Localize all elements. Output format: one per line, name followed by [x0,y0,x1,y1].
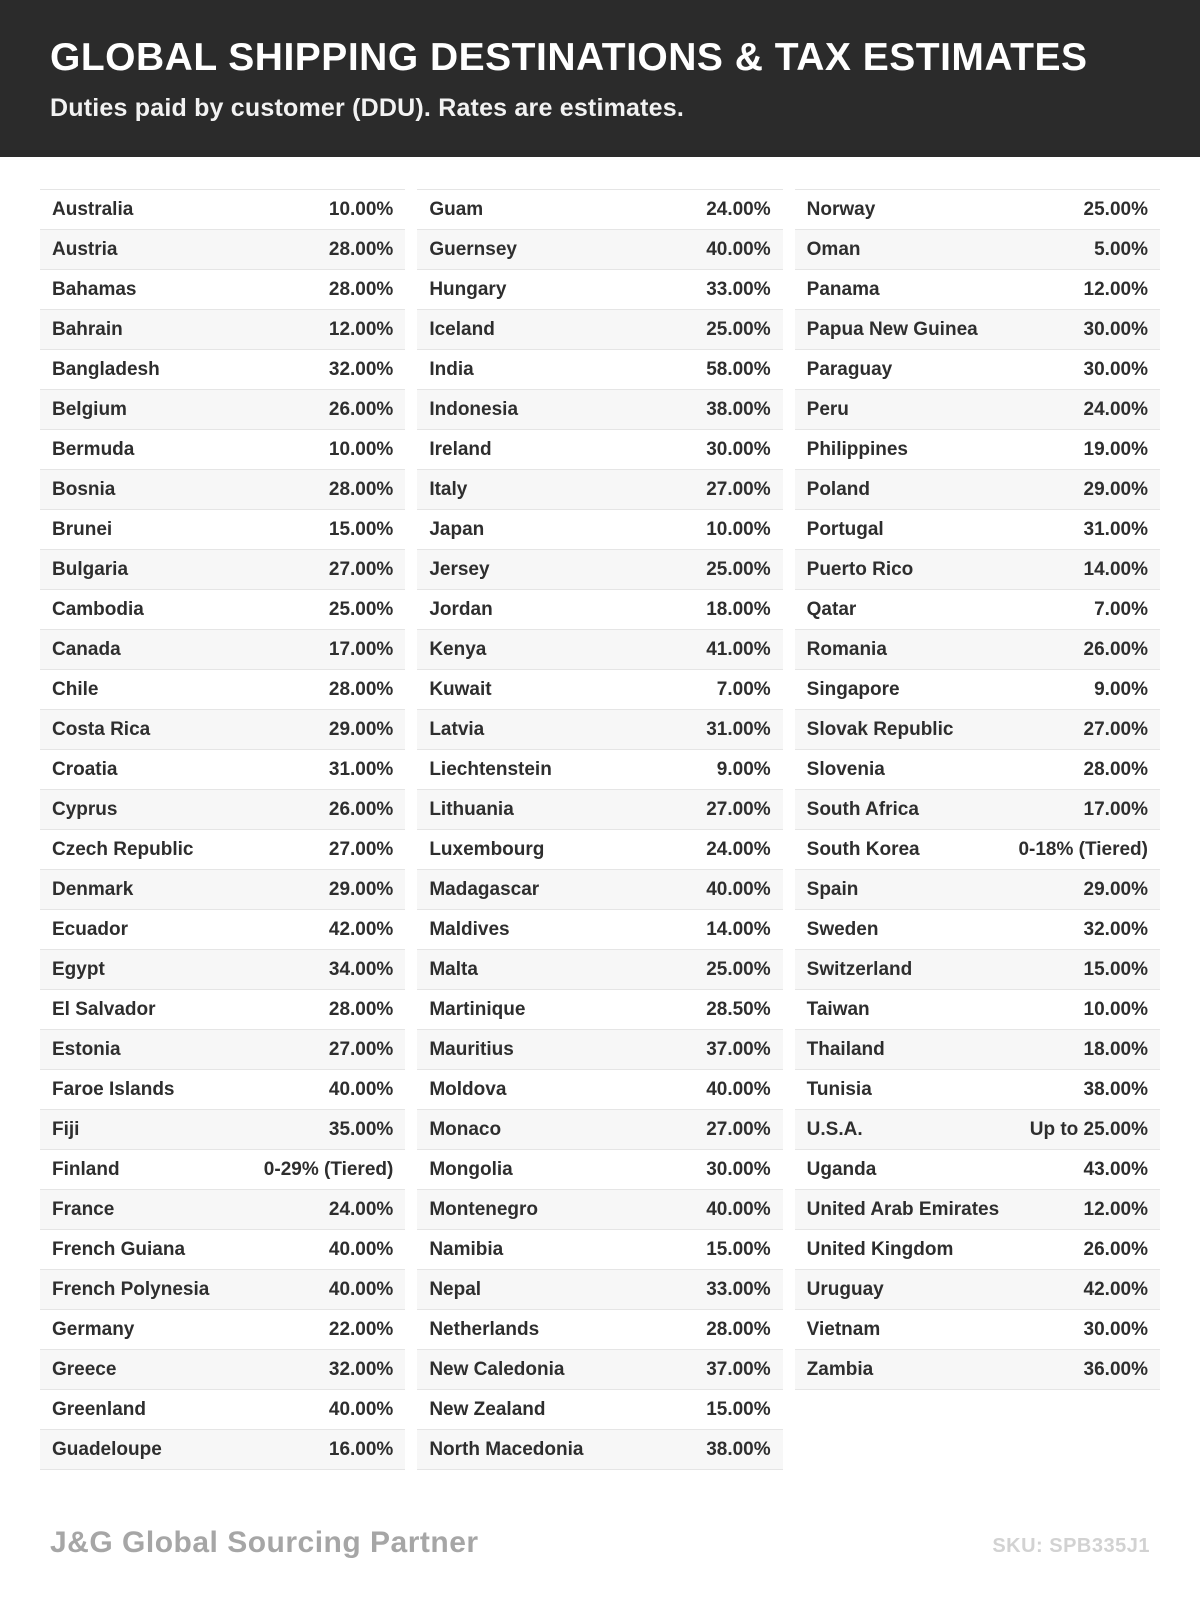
tax-rate: 38.00% [706,1439,771,1460]
country-name: Slovenia [806,759,885,780]
table-row [795,990,1160,1030]
tax-rate: 5.00% [1094,239,1148,260]
table-row [40,1190,405,1230]
country-name: Ireland [429,439,492,460]
tax-rate: 0-18% (Tiered) [1018,839,1148,860]
country-name: Greece [52,1359,117,1380]
table-row [795,190,1160,230]
tax-rate: 26.00% [328,399,394,420]
table-row [417,430,782,470]
table-row [40,390,405,430]
tax-rate: 29.00% [328,719,394,740]
table-row [417,510,782,550]
country-name: Montenegro [429,1199,539,1220]
table-row [40,1350,405,1390]
table-row [795,350,1160,390]
country-name: Uganda [806,1159,877,1180]
tax-rate: 15.00% [1083,959,1148,980]
country-name: Portugal [806,519,884,540]
tax-rate: 35.00% [328,1119,394,1140]
country-name: Singapore [806,679,900,700]
table-row [795,1030,1160,1070]
country-name: Faroe Islands [52,1079,175,1100]
tax-rate: 14.00% [1083,559,1148,580]
country-name: Uruguay [806,1279,884,1300]
table-row [417,1070,782,1110]
table-row [795,1310,1160,1350]
tax-rate: 29.00% [1083,879,1148,900]
tax-rate: 17.00% [1083,799,1148,820]
country-name: El Salvador [52,999,156,1020]
table-row [40,230,405,270]
country-name: Bosnia [52,479,116,500]
tax-rate: 0-29% (Tiered) [263,1159,394,1180]
table-row [417,750,782,790]
country-name: Brunei [52,519,113,540]
tax-rate: 37.00% [706,1039,771,1060]
table-row [417,350,782,390]
table-row [795,1150,1160,1190]
tax-rate: 31.00% [1083,519,1148,540]
tax-rate: 28.00% [328,679,394,700]
table-row [40,1390,405,1430]
tax-rate: 29.00% [1083,479,1148,500]
country-name: Egypt [52,959,105,980]
table-row [40,1310,405,1350]
tax-rate: 41.00% [706,639,771,660]
tax-rate: 12.00% [1083,279,1148,300]
tax-rate: 28.00% [706,1319,771,1340]
country-name: Bahrain [52,319,123,340]
table-row [417,1030,782,1070]
country-name: New Caledonia [429,1359,565,1380]
tax-rate: 25.00% [1083,199,1148,220]
table-row [795,870,1160,910]
country-name: Guadeloupe [52,1439,162,1460]
country-name: South Korea [806,839,920,860]
country-name: Kuwait [429,679,492,700]
table-row [417,310,782,350]
tax-rate: 24.00% [328,1199,394,1220]
tax-rate: 40.00% [706,239,771,260]
tax-rate: 40.00% [328,1399,394,1420]
tax-rate: 33.00% [706,279,771,300]
table-row [417,550,782,590]
tax-rate: 40.00% [328,1279,394,1300]
country-name: French Polynesia [52,1279,210,1300]
country-name: United Kingdom [806,1239,954,1260]
tax-rate: 28.00% [1083,759,1148,780]
country-name: India [429,359,474,380]
tax-rate: 26.00% [1083,639,1148,660]
country-name: Iceland [429,319,495,340]
table-row [795,590,1160,630]
tax-rate: 12.00% [328,319,394,340]
country-name: Malta [429,959,478,980]
country-name: Thailand [806,1039,885,1060]
country-name: New Zealand [429,1399,546,1420]
country-name: Maldives [429,919,510,940]
country-name: Croatia [52,759,118,780]
table-row [417,1230,782,1270]
table-row [40,510,405,550]
tax-rate: 24.00% [1083,399,1148,420]
table-row [40,670,405,710]
table-row [795,1190,1160,1230]
page-title: GLOBAL SHIPPING DESTINATIONS & TAX ESTIMATES [50,36,1088,79]
tax-rate: 22.00% [328,1319,394,1340]
table-row [417,950,782,990]
tax-rate: 10.00% [328,199,394,220]
table-row [795,1350,1160,1390]
table-row [40,270,405,310]
country-name: Qatar [806,599,857,620]
tax-rate: 30.00% [1083,319,1148,340]
tax-rate: 14.00% [706,919,771,940]
country-name: Sweden [806,919,879,940]
country-name: Mongolia [429,1159,513,1180]
country-name: Czech Republic [52,839,194,860]
tax-rate: 25.00% [706,559,771,580]
table-row [40,950,405,990]
country-name: Peru [806,399,849,420]
brand-name: J&G Global Sourcing Partner [50,1526,479,1559]
table-row [795,630,1160,670]
tax-rate: 27.00% [706,1119,771,1140]
table-row [417,590,782,630]
table-row [417,1190,782,1230]
country-name: Estonia [52,1039,121,1060]
table-row [417,230,782,270]
table-row [40,1030,405,1070]
table-row [795,710,1160,750]
table-row [417,630,782,670]
country-name: Australia [52,199,134,220]
country-name: Panama [806,279,880,300]
country-name: Cambodia [52,599,144,620]
table-row [417,710,782,750]
tax-rate: 26.00% [328,799,394,820]
country-name: Monaco [429,1119,502,1140]
country-name: Vietnam [806,1319,881,1340]
country-name: Martinique [429,999,526,1020]
country-name: Slovak Republic [806,719,954,740]
country-name: Latvia [429,719,485,740]
tax-rate: 26.00% [1083,1239,1148,1260]
country-name: Switzerland [806,959,913,980]
rate-column [795,189,1160,1390]
country-name: Madagascar [429,879,540,900]
country-name: Bermuda [52,439,135,460]
table-row [417,990,782,1030]
table-row [417,1350,782,1390]
country-name: Netherlands [429,1319,540,1340]
tax-rate: 7.00% [1094,599,1148,620]
country-name: North Macedonia [429,1439,584,1460]
table-row [40,350,405,390]
country-name: Italy [429,479,468,500]
tax-rate: 9.00% [1094,679,1148,700]
country-name: Austria [52,239,118,260]
table-row [795,790,1160,830]
tax-rate: 15.00% [706,1239,771,1260]
country-name: Lithuania [429,799,514,820]
tax-rate: 40.00% [706,879,771,900]
country-name: Guam [429,199,484,220]
table-row [417,1310,782,1350]
tax-rate: 7.00% [716,679,771,700]
table-row [795,1070,1160,1110]
tax-rate: 33.00% [706,1279,771,1300]
country-name: Indonesia [429,399,519,420]
country-name: Bulgaria [52,559,129,580]
table-row [417,270,782,310]
table-row [795,750,1160,790]
table-row [417,870,782,910]
table-row [40,990,405,1030]
country-name: France [52,1199,115,1220]
tax-rate: 25.00% [706,959,771,980]
table-row [40,470,405,510]
table-row [795,1270,1160,1310]
tax-rate: 10.00% [1083,999,1148,1020]
tax-rate: 15.00% [328,519,394,540]
table-row [417,830,782,870]
table-row [40,750,405,790]
country-name: Germany [52,1319,135,1340]
country-name: Finland [52,1159,120,1180]
tax-rate: 27.00% [328,559,394,580]
rate-column [417,189,782,1470]
tax-rate: 34.00% [328,959,394,980]
country-name: Moldova [429,1079,507,1100]
country-name: Chile [52,679,99,700]
tax-rate: 30.00% [706,1159,771,1180]
tax-rate: 27.00% [328,839,394,860]
sku-label: SKU: SPB335J1 [992,1535,1150,1557]
table-row [417,1150,782,1190]
table-row [40,630,405,670]
tax-rate: 10.00% [706,519,771,540]
country-name: Poland [806,479,870,500]
tax-rate: 40.00% [706,1079,771,1100]
tax-rate: 16.00% [328,1439,394,1460]
country-name: Papua New Guinea [806,319,978,340]
table-row [795,550,1160,590]
tax-rate: 24.00% [706,839,771,860]
country-name: Bangladesh [52,359,160,380]
tax-rate: 30.00% [1083,1319,1148,1340]
table-row [40,550,405,590]
table-row [417,790,782,830]
country-name: Japan [429,519,485,540]
table-row [795,670,1160,710]
table-row [795,430,1160,470]
country-name: Zambia [806,1359,874,1380]
table-row [417,1110,782,1150]
tax-rate: 42.00% [328,919,394,940]
table-row [795,910,1160,950]
table-row [417,670,782,710]
table-row [795,230,1160,270]
tax-rate: 15.00% [706,1399,771,1420]
table-row [40,710,405,750]
country-name: U.S.A. [806,1119,863,1140]
country-name: Cyprus [52,799,118,820]
table-row [40,590,405,630]
country-name: Hungary [429,279,507,300]
tax-rate: 27.00% [706,799,771,820]
tax-rate: Up to 25.00% [1029,1119,1148,1140]
country-name: Canada [52,639,121,660]
tax-rate: 28.50% [706,999,771,1020]
country-name: Namibia [429,1239,504,1260]
table-row [40,1430,405,1470]
tax-rate: 28.00% [328,479,394,500]
table-row [417,390,782,430]
table-row [417,1390,782,1430]
tax-rate: 27.00% [706,479,771,500]
tax-rate: 37.00% [706,1359,771,1380]
tax-rate: 28.00% [328,239,394,260]
table-row [40,190,405,230]
table-row [40,1070,405,1110]
tax-rate: 25.00% [328,599,394,620]
table-row [417,1270,782,1310]
country-name: Denmark [52,879,134,900]
table-row [40,870,405,910]
tax-rate: 31.00% [706,719,771,740]
country-name: Belgium [52,399,127,420]
country-name: Puerto Rico [806,559,914,580]
table-row [40,310,405,350]
country-name: Ecuador [52,919,129,940]
rates-table [0,157,1200,1470]
country-name: Guernsey [429,239,517,260]
table-row [795,510,1160,550]
tax-rate: 25.00% [706,319,771,340]
tax-rate: 32.00% [328,359,394,380]
tax-rate: 40.00% [328,1239,394,1260]
country-name: Philippines [806,439,909,460]
country-name: Taiwan [806,999,870,1020]
table-row [795,470,1160,510]
country-name: Luxembourg [429,839,545,860]
tax-rate: 58.00% [706,359,771,380]
country-name: South Africa [806,799,919,820]
page-subtitle: Duties paid by customer (DDU). Rates are estimates. [50,94,685,122]
tax-rate: 38.00% [706,399,771,420]
country-name: Greenland [52,1399,146,1420]
tax-rate: 42.00% [1083,1279,1148,1300]
country-name: Liechtenstein [429,759,552,780]
rate-column [40,189,405,1470]
country-name: Spain [806,879,859,900]
tax-rate: 17.00% [328,639,394,660]
country-name: Costa Rica [52,719,151,740]
country-name: Jordan [429,599,493,620]
tax-rate: 10.00% [328,439,394,460]
table-row [795,1110,1160,1150]
tax-rate: 32.00% [328,1359,394,1380]
table-row [795,950,1160,990]
country-name: Romania [806,639,887,660]
table-row [40,430,405,470]
tax-rate: 40.00% [328,1079,394,1100]
country-name: Tunisia [806,1079,872,1100]
tax-rate: 18.00% [706,599,771,620]
table-row [40,1270,405,1310]
tax-rate: 18.00% [1083,1039,1148,1060]
country-name: Fiji [52,1119,80,1140]
table-row [40,1230,405,1270]
header-banner [0,0,1200,157]
country-name: Mauritius [429,1039,514,1060]
tax-rate: 43.00% [1083,1159,1148,1180]
country-name: Bahamas [52,279,137,300]
tax-rate: 30.00% [1083,359,1148,380]
table-row [40,790,405,830]
table-row [795,310,1160,350]
table-row [795,830,1160,870]
table-row [40,910,405,950]
table-row [417,470,782,510]
tax-rate: 19.00% [1083,439,1148,460]
country-name: French Guiana [52,1239,186,1260]
tax-rate: 30.00% [706,439,771,460]
table-row [417,190,782,230]
country-name: Kenya [429,639,487,660]
tax-rate: 29.00% [328,879,394,900]
tax-rate: 12.00% [1083,1199,1148,1220]
country-name: Norway [806,199,876,220]
table-row [417,910,782,950]
table-row [40,1110,405,1150]
table-row [40,1150,405,1190]
tax-rate: 32.00% [1083,919,1148,940]
footer [50,1526,1150,1560]
tax-rate: 28.00% [328,279,394,300]
tax-rate: 9.00% [716,759,771,780]
table-row [417,1430,782,1470]
tax-rate: 38.00% [1083,1079,1148,1100]
table-row [40,830,405,870]
tax-rate: 36.00% [1083,1359,1148,1380]
table-row [795,390,1160,430]
tax-rate: 28.00% [328,999,394,1020]
table-row [795,1230,1160,1270]
tax-rate: 24.00% [706,199,771,220]
table-row [795,270,1160,310]
tax-rate: 40.00% [706,1199,771,1220]
tax-rate: 27.00% [328,1039,394,1060]
tax-rate: 31.00% [328,759,394,780]
country-name: Jersey [429,559,490,580]
country-name: Oman [806,239,861,260]
country-name: Nepal [429,1279,482,1300]
tax-rate: 27.00% [1083,719,1148,740]
country-name: Paraguay [806,359,893,380]
country-name: United Arab Emirates [806,1199,1000,1220]
